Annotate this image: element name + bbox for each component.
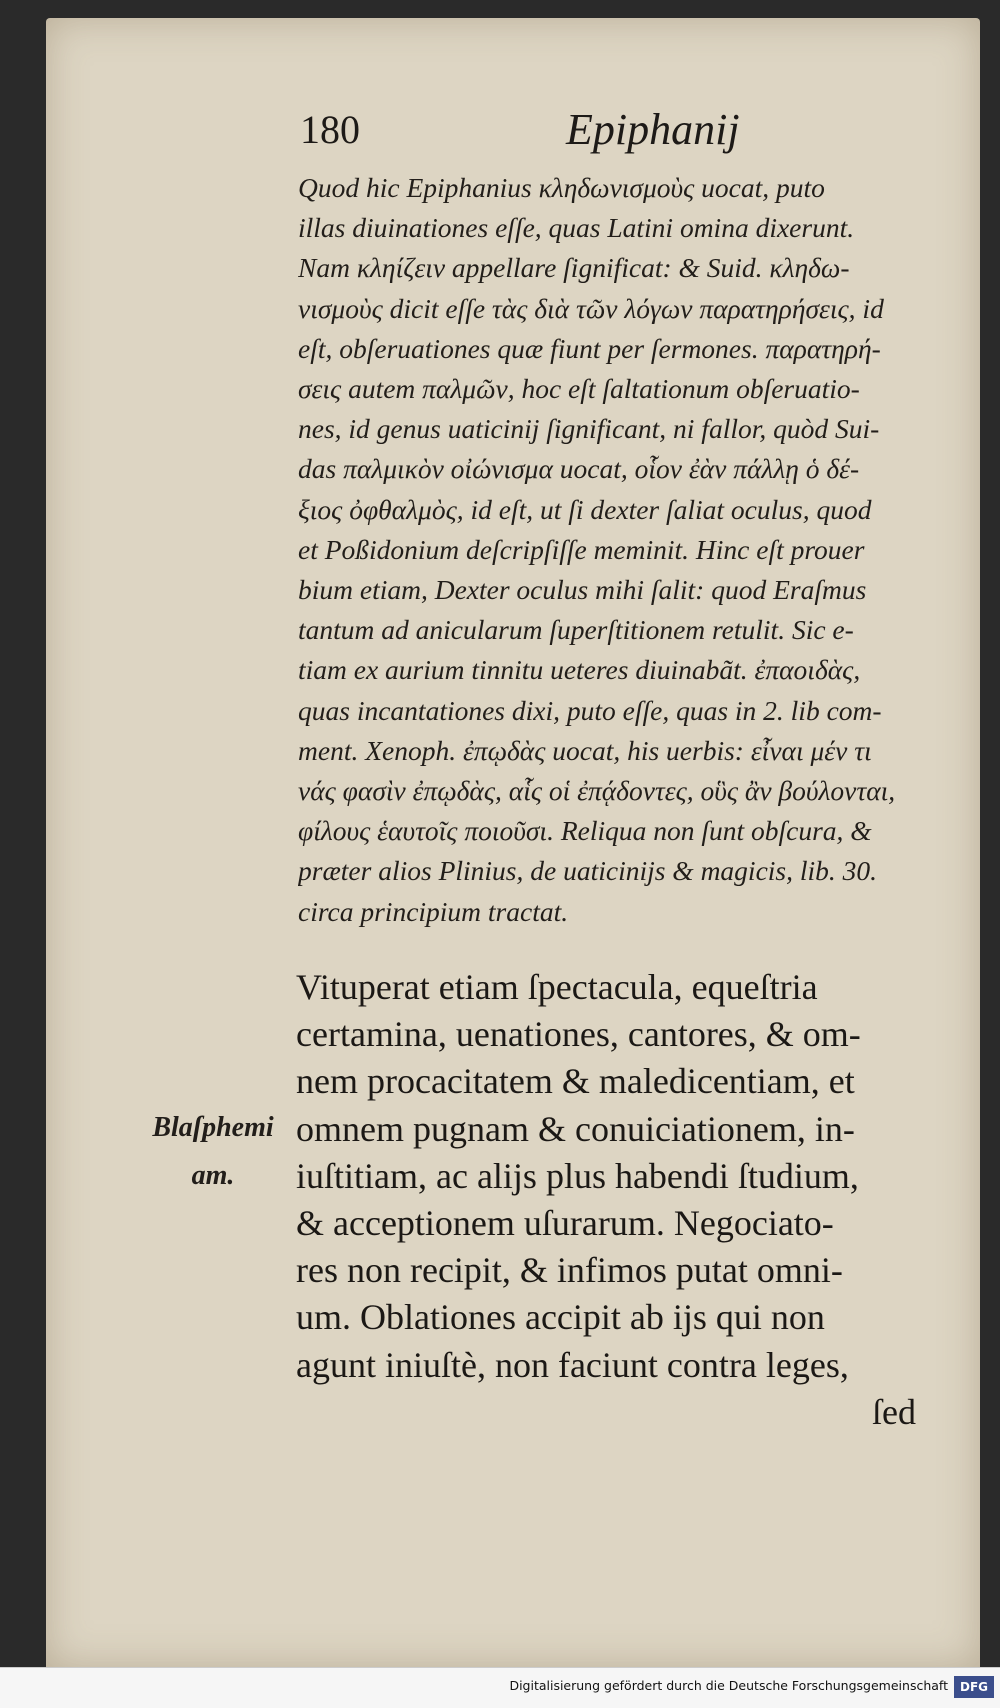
marginal-note: [138, 1104, 288, 1200]
dfg-logo[interactable]: DFG: [954, 1676, 994, 1698]
marginal-note-line: am.: [191, 1160, 235, 1191]
marginal-note-line: Blaſphemi: [152, 1112, 274, 1143]
note-line: et Poßidonium deſcripſiſſe meminit. Hinc eſt prouer: [298, 533, 865, 565]
main-line: res non recipit, & infimos putat omni-: [296, 1250, 843, 1291]
main-line: omnem pugnam & conuiciationem, in-: [296, 1108, 855, 1149]
main-line: Vituperat etiam ſpectacula, equeſtria: [296, 967, 818, 1007]
note-line: φίλους ἑαυτοῖς ποιοῦσι. Reliqua non ſunt obſcura, &: [298, 815, 872, 847]
note-line: nes, id genus uaticinij ſignificant, ni fallor, quòd Sui-: [298, 413, 880, 445]
funding-credit: Digitalisierung gefördert durch die Deutsche Forschungsgemeinschaft: [509, 1678, 948, 1693]
main-line: certamina, uenationes, cantores, & om-: [296, 1014, 861, 1055]
footer-bar: [0, 1667, 1000, 1708]
note-line: ment. Xenoph. ἐπῳδὰς uocat, his uerbis: εἶναι μέν τι: [298, 734, 872, 766]
note-line: tantum ad anicularum ſuperſtitionem retulit. Sic e-: [298, 614, 854, 646]
note-line: Nam κληίζειν appellare ſignificat: & Suid. κληδω-: [298, 252, 850, 284]
commentary-note: [298, 168, 963, 932]
main-line: agunt iniuſtè, non faciunt contra leges,: [296, 1344, 849, 1385]
running-title: Epiphanij: [566, 105, 740, 154]
note-line: Quod hic Epiphanius κληδωνισμοὺς uocat, puto: [298, 172, 825, 203]
main-text: [296, 964, 976, 1436]
note-line: ξιος ὀφθαλμὸς, id eſt, ut ſi dexter ſaliat oculus, quod: [298, 493, 872, 525]
note-line: νάς φασὶν ἐπῳδὰς, αἷς οἱ ἐπᾴδοντες, οὓς ἂν βούλονται,: [298, 775, 896, 807]
note-line: tiam ex aurium tinnitu ueteres diuinabãt. ἐπαοιδὰς,: [298, 654, 861, 686]
note-line: eſt, obſeruationes quæ fiunt per ſermones. παρατηρή-: [298, 332, 881, 364]
main-line: & acceptionem uſurarum. Negociato-: [296, 1203, 834, 1244]
page-number: 180: [300, 107, 360, 152]
note-line: quas incantationes dixi, puto eſſe, quas in 2. lib com-: [298, 694, 882, 726]
note-line: σεις autem παλμῶν, hoc eſt ſaltationum obſeruatio-: [298, 373, 860, 405]
note-line: das παλμικὸν οἰώνισμα uocat, οἷον ἐὰν πάλλῃ ὁ δέ-: [298, 453, 860, 485]
note-line: circa principium tractat.: [298, 895, 569, 927]
main-line: um. Oblationes accipit ab ijs qui non: [296, 1297, 825, 1338]
note-line: illas diuinationes eſſe, quas Latini omina dixerunt.: [298, 212, 855, 244]
main-line: ſed: [872, 1391, 916, 1432]
main-line: nem procacitatem & maledicentiam, et: [296, 1061, 855, 1102]
note-line: νισμοὺς dicit eſſe τὰς διὰ τῶν λόγων παρατηρήσεις, id: [298, 292, 884, 324]
note-line: præter alios Plinius, de uaticinijs & magicis, lib. 30.: [298, 855, 878, 887]
note-line: bium etiam, Dexter oculus mihi ſalit: quod Eraſmus: [298, 574, 867, 606]
book-page: [46, 18, 980, 1668]
main-line: iuſtitiam, ac alijs plus habendi ſtudium,: [296, 1155, 859, 1196]
